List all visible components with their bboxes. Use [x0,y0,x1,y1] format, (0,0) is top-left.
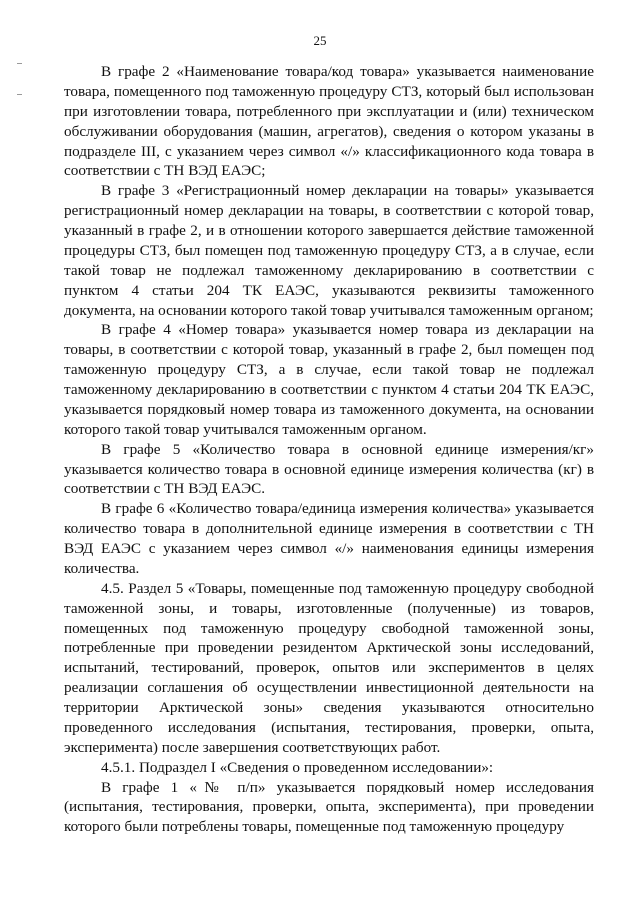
paragraph-column-6: В графе 6 «Количество товара/единица измерения количества» указывается количество товара в дополнительной единице измерения в соответствии с ТН ВЭД ЕАЭС с указанием через символ «/» наименования единицы измерения количества. [64,500,594,577]
paragraph-column-3: В графе 3 «Регистрационный номер декларации на товары» указывается регистрационный номер декларации на товары, в соответствии с которой товар, указанный в графе 2, и в отношении которого завершается действие таможенной процедуры СТЗ, был помещен под таможенную процедуру СТЗ, а в случае, если такой товар не подлежал таможенному декларированию в соответствии с пунктом 4 статьи 204 ТК ЕАЭС, указываются реквизиты таможенного документа, на основании которого такой товар учитывался таможенным органом; [64,182,594,319]
paragraph-column-5: В графе 5 «Количество товара в основной единице измерения/кг» указывается количество товара в основной единице измерения количества (кг) в соответствии с ТН ВЭД ЕАЭС. [64,440,594,498]
paragraph-subsection-4-5-1: 4.5.1. Подраздел I «Сведения о проведенном исследовании»: [101,758,494,776]
margin-mark [17,94,22,95]
paragraph-column-1: В графе 1 «№ п/п» указывается порядковый номер исследования (испытания, тестирования, проверки, опыта, эксперимента), при проведении которого были потреблены товары, помещенные под таможенную процедуру [64,778,594,836]
paragraph-column-2: В графе 2 «Наименование товара/код товара» указывается наименование товара, помещенного под таможенную процедуру СТЗ, который был использован при изготовлении товара, потребленного при эксплуатации и (или) техническом обслуживании оборудования (машин, агрегатов), сведения о котором указаны в подразделе III, с указанием через символ «/» классификационного кода товара в соответствии с ТН ВЭД ЕАЭС; [64,63,594,180]
document-body [64,62,594,837]
paragraph-section-4-5: 4.5. Раздел 5 «Товары, помещенные под таможенную процедуру свободной таможенной зоны, и товары, изготовленные (полученные) из товаров, помещенных под таможенную процедуру свободной таможенной зоны, потребленные при проведении резидентом Арктической зоны исследований, испытаний, тестирований, проверок, опытов или экспериментов в целях реализации соглашения об осуществлении инвестиционной деятельности на территории Арктической зоны» сведения указываются относительно проведенного исследования (испытания, тестирования, проверки, опыта, эксперимента) после завершения соответствующих работ. [64,579,594,756]
paragraph-column-4: В графе 4 «Номер товара» указывается номер товара из декларации на товары, в соответствии с которой товар, указанный в графе 2, был помещен под таможенную процедуру СТЗ, а в случае, если такой товар не подлежал таможенному декларированию в соответствии с пунктом 4 статьи 204 ТК ЕАЭС, указывается порядковый номер товара из таможенного документа, на основании которого такой товар учитывался таможенным органом. [64,321,594,438]
page-number: 25 [313,33,327,48]
margin-mark [17,63,22,64]
